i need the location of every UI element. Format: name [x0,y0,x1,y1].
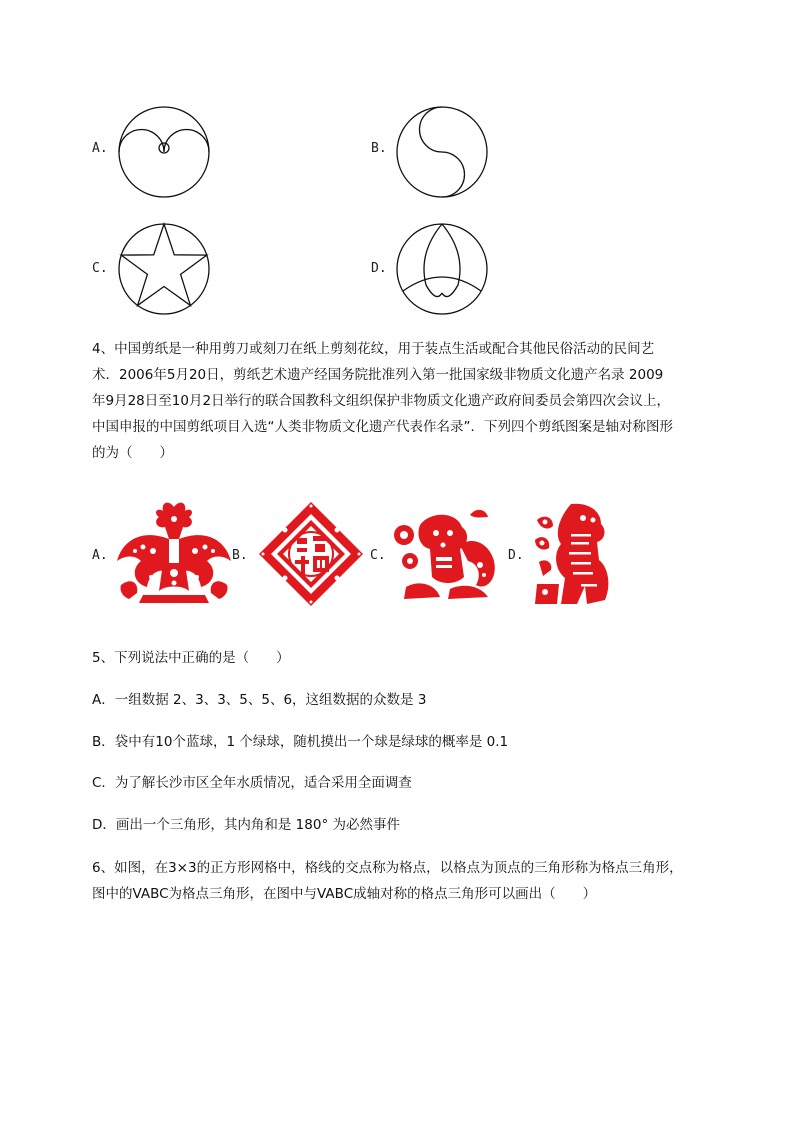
q4-stem-line-3: 年9月28日至10月2日举行的联合国教科文组织保护非物质文化遗产政府间委员会第四次会议上， [92,393,671,409]
q3-option-d-label: D. [371,261,387,276]
q3-figure-a-heart-circle-icon [118,106,210,198]
q5-option-a: A．一组数据 2、3、3、5、5、6，这组数据的众数是 3 [92,692,427,708]
q5-option-b: B．袋中有10个蓝球，1 个绿球，随机摸出一个球是绿球的概率是 0.1 [92,734,509,750]
q4-stem-line-2: 术．2006年5月20日，剪纸艺术遗产经国务院批准列入第一批国家级非物质文化遗产名录 2009 [92,367,664,383]
tiger-papercut-icon [531,500,613,608]
dog-papercut-icon [390,505,500,605]
q4-option-c-label: C. [370,548,386,563]
q3-option-a-label: A. [92,141,108,156]
q3-figure-b-yinyang-icon [396,106,488,198]
q5-option-c: C．为了解长沙市区全年水质情况，适合采用全面调查 [92,775,412,791]
q5-option-d: D．画出一个三角形，其内角和是 180° 为必然事件 [92,817,400,833]
q4-option-b-label: B. [232,548,248,563]
q4-stem-line-5: 的为（ ） [92,445,173,461]
q4-stem-line-4: 中国申报的中国剪纸项目入选“人类非物质文化遗产代表作名录”．下列四个剪纸图案是轴对称图形 [92,419,673,435]
q3-figure-c-star-circle-icon [118,223,210,315]
rooster-papercut-icon [113,499,235,607]
q4-option-a-label: A. [92,548,108,563]
fu-character-papercut-icon [255,500,367,608]
q4-option-d-label: D. [508,548,524,563]
q6-stem-line-2: 图中的VABC为格点三角形，在图中与VABC成轴对称的格点三角形可以画出（ ） [92,886,597,902]
q4-stem-line-1: 4、中国剪纸是一种用剪刀或刻刀在纸上剪刻花纹，用于装点生活或配合其他民俗活动的民间艺 [92,341,655,357]
q3-option-b-label: B. [371,141,387,156]
q3-figure-d-trefoil-circle-icon [396,223,488,315]
q5-stem: 5、下列说法中正确的是（ ） [92,650,290,666]
q3-option-c-label: C. [92,261,108,276]
q6-stem-line-1: 6、如图，在3×3的正方形网格中，格线的交点称为格点，以格点为顶点的三角形称为格点三角形， [92,860,683,876]
